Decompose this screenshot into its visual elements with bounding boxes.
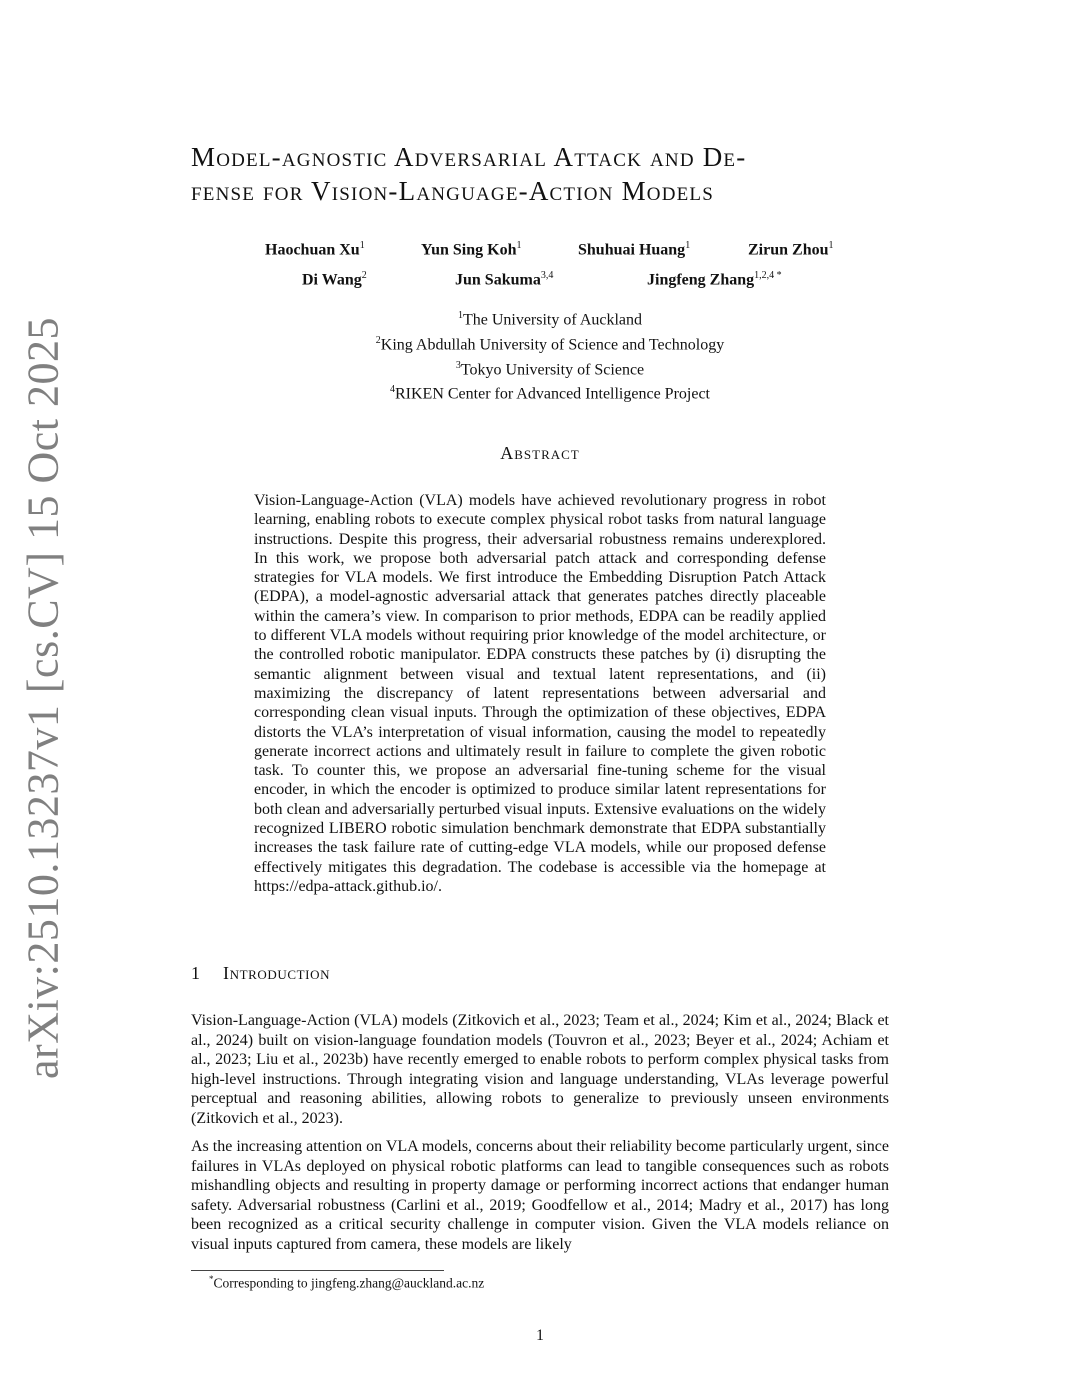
author: Jun Sakuma$^{3,4}$ bbox=[455, 270, 554, 289]
affiliation: $^1$The University of Auckland bbox=[457, 310, 643, 329]
author: Yun Sing Koh$^1$ bbox=[421, 240, 522, 259]
affiliation: $^4$RIKEN Center for Advanced Intelligence Project bbox=[390, 384, 710, 403]
footnote: *Corresponding to jingfeng.zhang@auckland.ac.nz bbox=[209, 1274, 485, 1291]
author: Zirun Zhou$^1$ bbox=[748, 240, 834, 259]
affiliation: $^2$King Abdullah University of Science and Technology bbox=[375, 334, 725, 354]
abstract-heading: Abstract bbox=[500, 443, 580, 463]
author: Haochuan Xu$^1$ bbox=[265, 240, 365, 259]
body-paragraph: Vision-Language-Action (VLA) models (Zitkovich et al., 2023; Team et al., 2024; Kim et al., 2024; Black et al., 2024) built on vision-language foundation models (Touvron et al., 2023; Beyer et al., 2024; Achiam et al., 2023; Liu et al., 2023b) have recently emerged to enable robots to perform complex physical tasks from high-level instructions. Through integrating vision and language understanding, VLAs leverage powerful perceptual and reasoning abilities, allowing robots to generalize to previously unseen environments (Zitkovich et al., 2023). bbox=[191, 1012, 889, 1127]
author: Di Wang$^2$ bbox=[302, 270, 367, 289]
section-title: Introduction bbox=[223, 963, 331, 983]
section-number: 1 bbox=[191, 963, 201, 983]
arxiv-identifier-stamp: arXiv:2510.13237v1 [cs.CV] 15 Oct 2025 bbox=[18, 316, 68, 1080]
footnote-divider bbox=[191, 1270, 444, 1271]
author: Jingfeng Zhang$^{1,2,4 *}$ bbox=[647, 270, 782, 289]
affiliations bbox=[0, 306, 1080, 405]
author: Shuhuai Huang$^1$ bbox=[578, 240, 691, 259]
section-heading bbox=[191, 963, 330, 984]
affiliation: $^3$Tokyo University of Science bbox=[455, 359, 645, 378]
abstract-text: Vision-Language-Action (VLA) models have achieved revolutionary progress in robot learning, enabling robots to execute complex physical robot tasks from natural language instructions. Despite this progress, their adversarial robustness remains underexplored. In this work, we propose both adversarial patch attack and corresponding defense strategies for VLA models. We first introduce the Embedding Disruption Patch Attack (EDPA), a model-agnostic adversarial attack that generates patches directly placeable within the camera’s view. In comparison to prior methods, EDPA can be readily applied to different VLA models without requiring prior knowledge of the model architecture, or the controlled robotic manipulator. EDPA constructs these patches by (i) disrupting the semantic alignment between visual and textual latent representations, and (ii) maximizing the discrepancy of latent representations between adversarial and corresponding clean visual inputs. Through the optimization of these objectives, EDPA distorts the VLA’s interpretation of visual information, causing the model to repeatedly generate incorrect actions and ultimately result in failure to complete the given robotic task. To counter this, we propose an adversarial fine-tuning scheme for the visual encoder, in which the encoder is optimized to produce similar latent representations for both clean and adversarially perturbed visual inputs. Extensive evaluations on the widely recognized LIBERO robotic simulation benchmark demonstrate that EDPA substantially increases the task failure rate of cutting-edge VLA models, while our proposed defense effectively mitigates this degradation. The codebase is accessible via the homepage at https://edpa-attack.github.io/. bbox=[254, 492, 826, 895]
body-paragraph: As the increasing attention on VLA models, concerns about their reliability become particularly urgent, since failures in VLAs deployed on physical robotic platforms can lead to tangible consequences such as robots mishandling objects and resulting in property damage or performing incorrect actions that endanger human safety. Adversarial robustness (Carlini et al., 2019; Goodfellow et al., 2014; Madry et al., 2017) has long been recognized as a critical security challenge in computer vision. Given the VLA models reliance on visual inputs captured from camera, these models are likely bbox=[191, 1138, 889, 1253]
page-number: 1 bbox=[536, 1327, 544, 1344]
paper-title: Model-agnostic Adversarial Attack and De- fense for Vision-Language-Action Models bbox=[191, 142, 747, 206]
